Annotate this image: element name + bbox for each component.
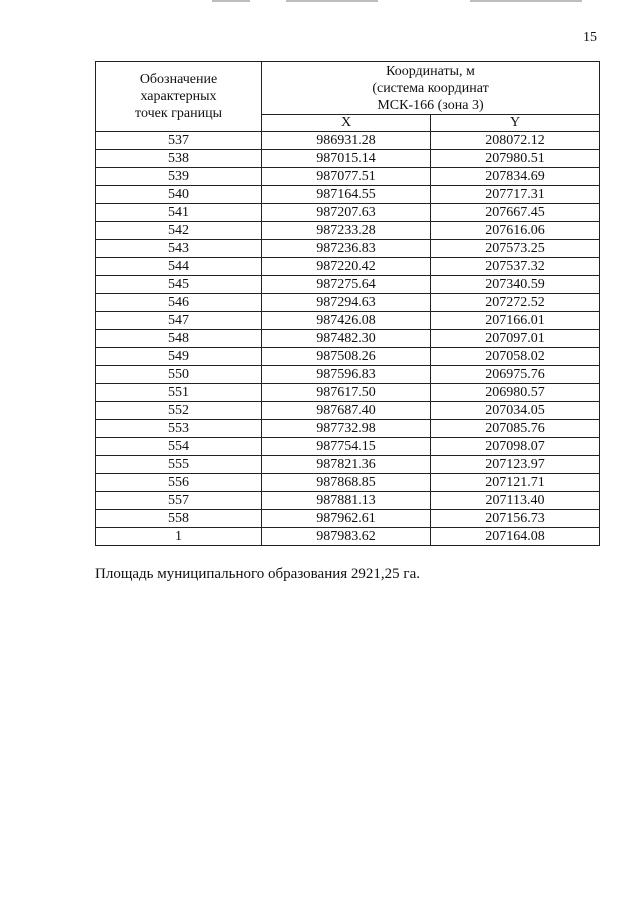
x-coordinate-cell: 987164.55	[262, 186, 431, 204]
y-column-header: Y	[431, 115, 600, 132]
y-coordinate-cell: 207616.06	[431, 222, 600, 240]
x-coordinate-cell: 987868.85	[262, 474, 431, 492]
table-row	[96, 528, 600, 546]
table-row	[96, 420, 600, 438]
x-coordinate-cell: 987482.30	[262, 330, 431, 348]
x-coordinate-cell: 987732.98	[262, 420, 431, 438]
y-coordinate-cell: 207156.73	[431, 510, 600, 528]
x-coordinate-cell: 987233.28	[262, 222, 431, 240]
y-coordinate-cell: 207717.31	[431, 186, 600, 204]
y-coordinate-cell: 207537.32	[431, 258, 600, 276]
point-id-cell: 1	[96, 528, 262, 546]
x-coordinate-cell: 987220.42	[262, 258, 431, 276]
y-coordinate-cell: 207121.71	[431, 474, 600, 492]
table-row	[96, 294, 600, 312]
x-coordinate-cell: 987077.51	[262, 168, 431, 186]
x-coordinate-cell: 987596.83	[262, 366, 431, 384]
table-row	[96, 186, 600, 204]
point-id-cell: 558	[96, 510, 262, 528]
x-coordinate-cell: 987983.62	[262, 528, 431, 546]
point-id-cell: 537	[96, 132, 262, 150]
point-id-cell: 549	[96, 348, 262, 366]
coordinates-header	[262, 62, 600, 115]
y-coordinate-cell: 207667.45	[431, 204, 600, 222]
y-coordinate-cell: 207834.69	[431, 168, 600, 186]
x-coordinate-cell: 987207.63	[262, 204, 431, 222]
y-coordinate-cell: 207573.25	[431, 240, 600, 258]
y-coordinate-cell: 207164.08	[431, 528, 600, 546]
point-id-cell: 547	[96, 312, 262, 330]
table-row	[96, 348, 600, 366]
table-row	[96, 168, 600, 186]
table-row	[96, 204, 600, 222]
x-coordinate-cell: 987821.36	[262, 456, 431, 474]
point-id-cell: 551	[96, 384, 262, 402]
table-row	[96, 330, 600, 348]
page-number: 15	[583, 30, 597, 45]
point-id-cell: 538	[96, 150, 262, 168]
table-row	[96, 150, 600, 168]
point-id-cell: 541	[96, 204, 262, 222]
scan-mark	[470, 0, 582, 2]
table-row	[96, 312, 600, 330]
table-row	[96, 240, 600, 258]
point-id-cell: 545	[96, 276, 262, 294]
point-id-cell: 553	[96, 420, 262, 438]
x-coordinate-cell: 987275.64	[262, 276, 431, 294]
x-coordinate-cell: 987754.15	[262, 438, 431, 456]
x-column-header: X	[262, 115, 431, 132]
y-coordinate-cell: 208072.12	[431, 132, 600, 150]
y-coordinate-cell: 207085.76	[431, 420, 600, 438]
coordinates-table	[95, 61, 600, 546]
y-coordinate-cell: 207272.52	[431, 294, 600, 312]
point-id-cell: 556	[96, 474, 262, 492]
point-designation-header	[96, 62, 262, 132]
point-id-cell: 555	[96, 456, 262, 474]
x-coordinate-cell: 987294.63	[262, 294, 431, 312]
y-coordinate-cell: 207166.01	[431, 312, 600, 330]
y-coordinate-cell: 207058.02	[431, 348, 600, 366]
point-id-cell: 540	[96, 186, 262, 204]
y-coordinate-cell: 207113.40	[431, 492, 600, 510]
point-id-cell: 546	[96, 294, 262, 312]
table-row	[96, 402, 600, 420]
y-coordinate-cell: 207098.07	[431, 438, 600, 456]
y-coordinate-cell: 207980.51	[431, 150, 600, 168]
header-line: точек границы	[135, 106, 222, 121]
header-line: Обозначение	[139, 72, 218, 87]
table-row	[96, 474, 600, 492]
header-line: (система координат	[372, 80, 489, 96]
x-coordinate-cell: 987881.13	[262, 492, 431, 510]
x-coordinate-cell: 987236.83	[262, 240, 431, 258]
y-coordinate-cell: 207097.01	[431, 330, 600, 348]
point-id-cell: 544	[96, 258, 262, 276]
x-coordinate-cell: 987426.08	[262, 312, 431, 330]
y-coordinate-cell: 207034.05	[431, 402, 600, 420]
x-coordinate-cell: 986931.28	[262, 132, 431, 150]
area-note: Площадь муниципального образования 2921,25 га.	[95, 566, 420, 582]
coordinates-table-body	[96, 132, 600, 546]
table-row	[96, 456, 600, 474]
x-coordinate-cell: 987015.14	[262, 150, 431, 168]
x-coordinate-cell: 987687.40	[262, 402, 431, 420]
table-row	[96, 492, 600, 510]
y-coordinate-cell: 207340.59	[431, 276, 600, 294]
table-row	[96, 438, 600, 456]
y-coordinate-cell: 206980.57	[431, 384, 600, 402]
point-id-cell: 550	[96, 366, 262, 384]
point-id-cell: 542	[96, 222, 262, 240]
scan-mark	[286, 0, 378, 2]
x-coordinate-cell: 987508.26	[262, 348, 431, 366]
table-row	[96, 384, 600, 402]
x-coordinate-cell: 987962.61	[262, 510, 431, 528]
y-coordinate-cell: 207123.97	[431, 456, 600, 474]
table-row	[96, 366, 600, 384]
point-id-cell: 548	[96, 330, 262, 348]
point-id-cell: 539	[96, 168, 262, 186]
point-id-cell: 543	[96, 240, 262, 258]
table-row	[96, 510, 600, 528]
point-id-cell: 554	[96, 438, 262, 456]
point-id-cell: 552	[96, 402, 262, 420]
y-coordinate-cell: 206975.76	[431, 366, 600, 384]
header-line: Координаты, м	[386, 63, 475, 79]
header-line: МСК-166 (зона 3)	[377, 97, 484, 113]
point-id-cell: 557	[96, 492, 262, 510]
table-row	[96, 132, 600, 150]
scan-mark	[212, 0, 250, 2]
table-row	[96, 222, 600, 240]
x-coordinate-cell: 987617.50	[262, 384, 431, 402]
table-row	[96, 276, 600, 294]
header-line: характерных	[140, 89, 217, 104]
table-row	[96, 258, 600, 276]
